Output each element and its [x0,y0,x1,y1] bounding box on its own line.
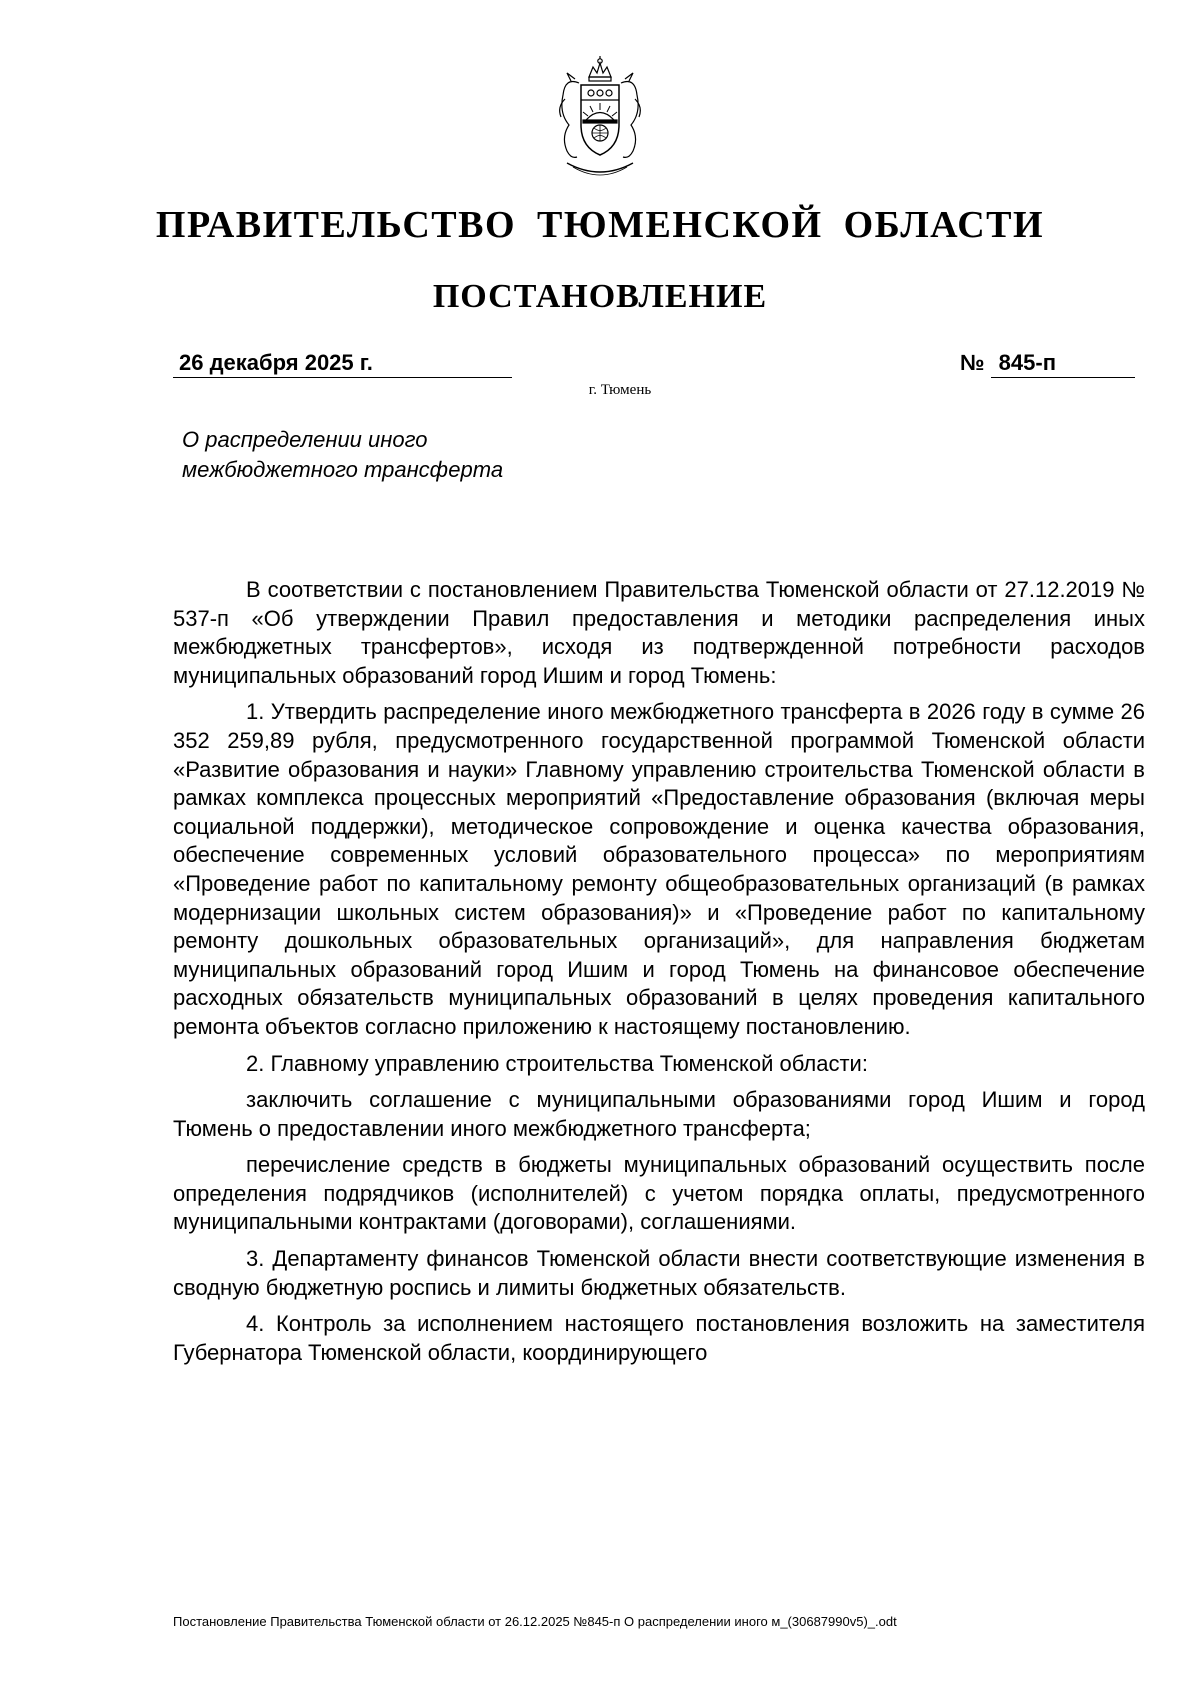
subject-line: О распределении иного [182,427,428,452]
coat-of-arms-icon [553,55,647,187]
government-title: ПРАВИТЕЛЬСТВО ТЮМЕНСКОЙ ОБЛАСТИ [155,204,1045,246]
body-paragraph-item-3: 3. Департаменту финансов Тюменской области внести соответствующие изменения в сводную бюджетную роспись и лимиты бюджетных обязательств. [173,1246,1145,1300]
body-paragraph-preamble: В соответствии с постановлением Правительства Тюменской области от 27.12.2019 № 537-п «Об утверждении Правил предоставления и методики распределения иных межбюджетных трансфертов», исходя из подтвержденной потребности расходов муниципальных образований город Ишим и город Тюмень: [173,577,1145,688]
body-paragraph-item-1: 1. Утвердить распределение иного межбюджетного трансферта в 2026 году в сумме 26 352 259,89 рубля, предусмотренного государственной программой Тюменской области «Развитие образования и науки» Главному управлению строительства Тюменской области в рамках комплекса процессных мероприятий «Предоставление образования (включая меры социальной поддержки), методическое сопровождение и оценка качества образования, обеспечение современных условий образовательного процесса» по мероприятиям «Проведение работ по капитальному ремонту общеобразовательных организаций (в рамках модернизации школьных систем образования)» и «Проведение работ по капитальному ремонту дошкольных образовательных организаций», для направления бюджетам муниципальных образований город Ишим и город Тюмень на финансовое обеспечение расходных обязательств муниципальных образований в целях проведения капитального ремонта объектов согласно приложению к настоящему постановлению. [173,699,1145,1039]
number-value: 845-п [991,351,1135,378]
footer-filename: Постановление Правительства Тюменской области от 26.12.2025 №845-п О распределении иного м_(30687990v5)_.odt [173,1614,897,1629]
document-date: 26 декабря 2025 г. [173,351,512,378]
body-paragraph-item-2b: перечисление средств в бюджеты муниципальных образований осуществить после определения подрядчиков (исполнителей) с учетом порядка оплаты, предусмотренного муниципальными контрактами (договорами), соглашениями. [173,1152,1145,1235]
city-name: г. Тюмень [588,382,652,398]
subject-line: межбюджетного трансферта [182,457,504,482]
document-number [960,351,1135,378]
document-body [173,576,1145,1375]
body-paragraph-item-2: 2. Главному управлению строительства Тюменской области: [246,1050,868,1076]
body-paragraph-item-4: 4. Контроль за исполнением настоящего постановления возложить на заместителя Губернатора Тюменской области, координирующего [173,1311,1145,1365]
body-paragraph-item-2a: заключить соглашение с муниципальными образованиями город Ишим и город Тюмень о предоставлении иного межбюджетного трансферта; [173,1087,1145,1141]
document-subject [182,425,602,485]
document-type-heading: ПОСТАНОВЛЕНИЕ [432,278,768,315]
number-label: № [960,350,985,375]
